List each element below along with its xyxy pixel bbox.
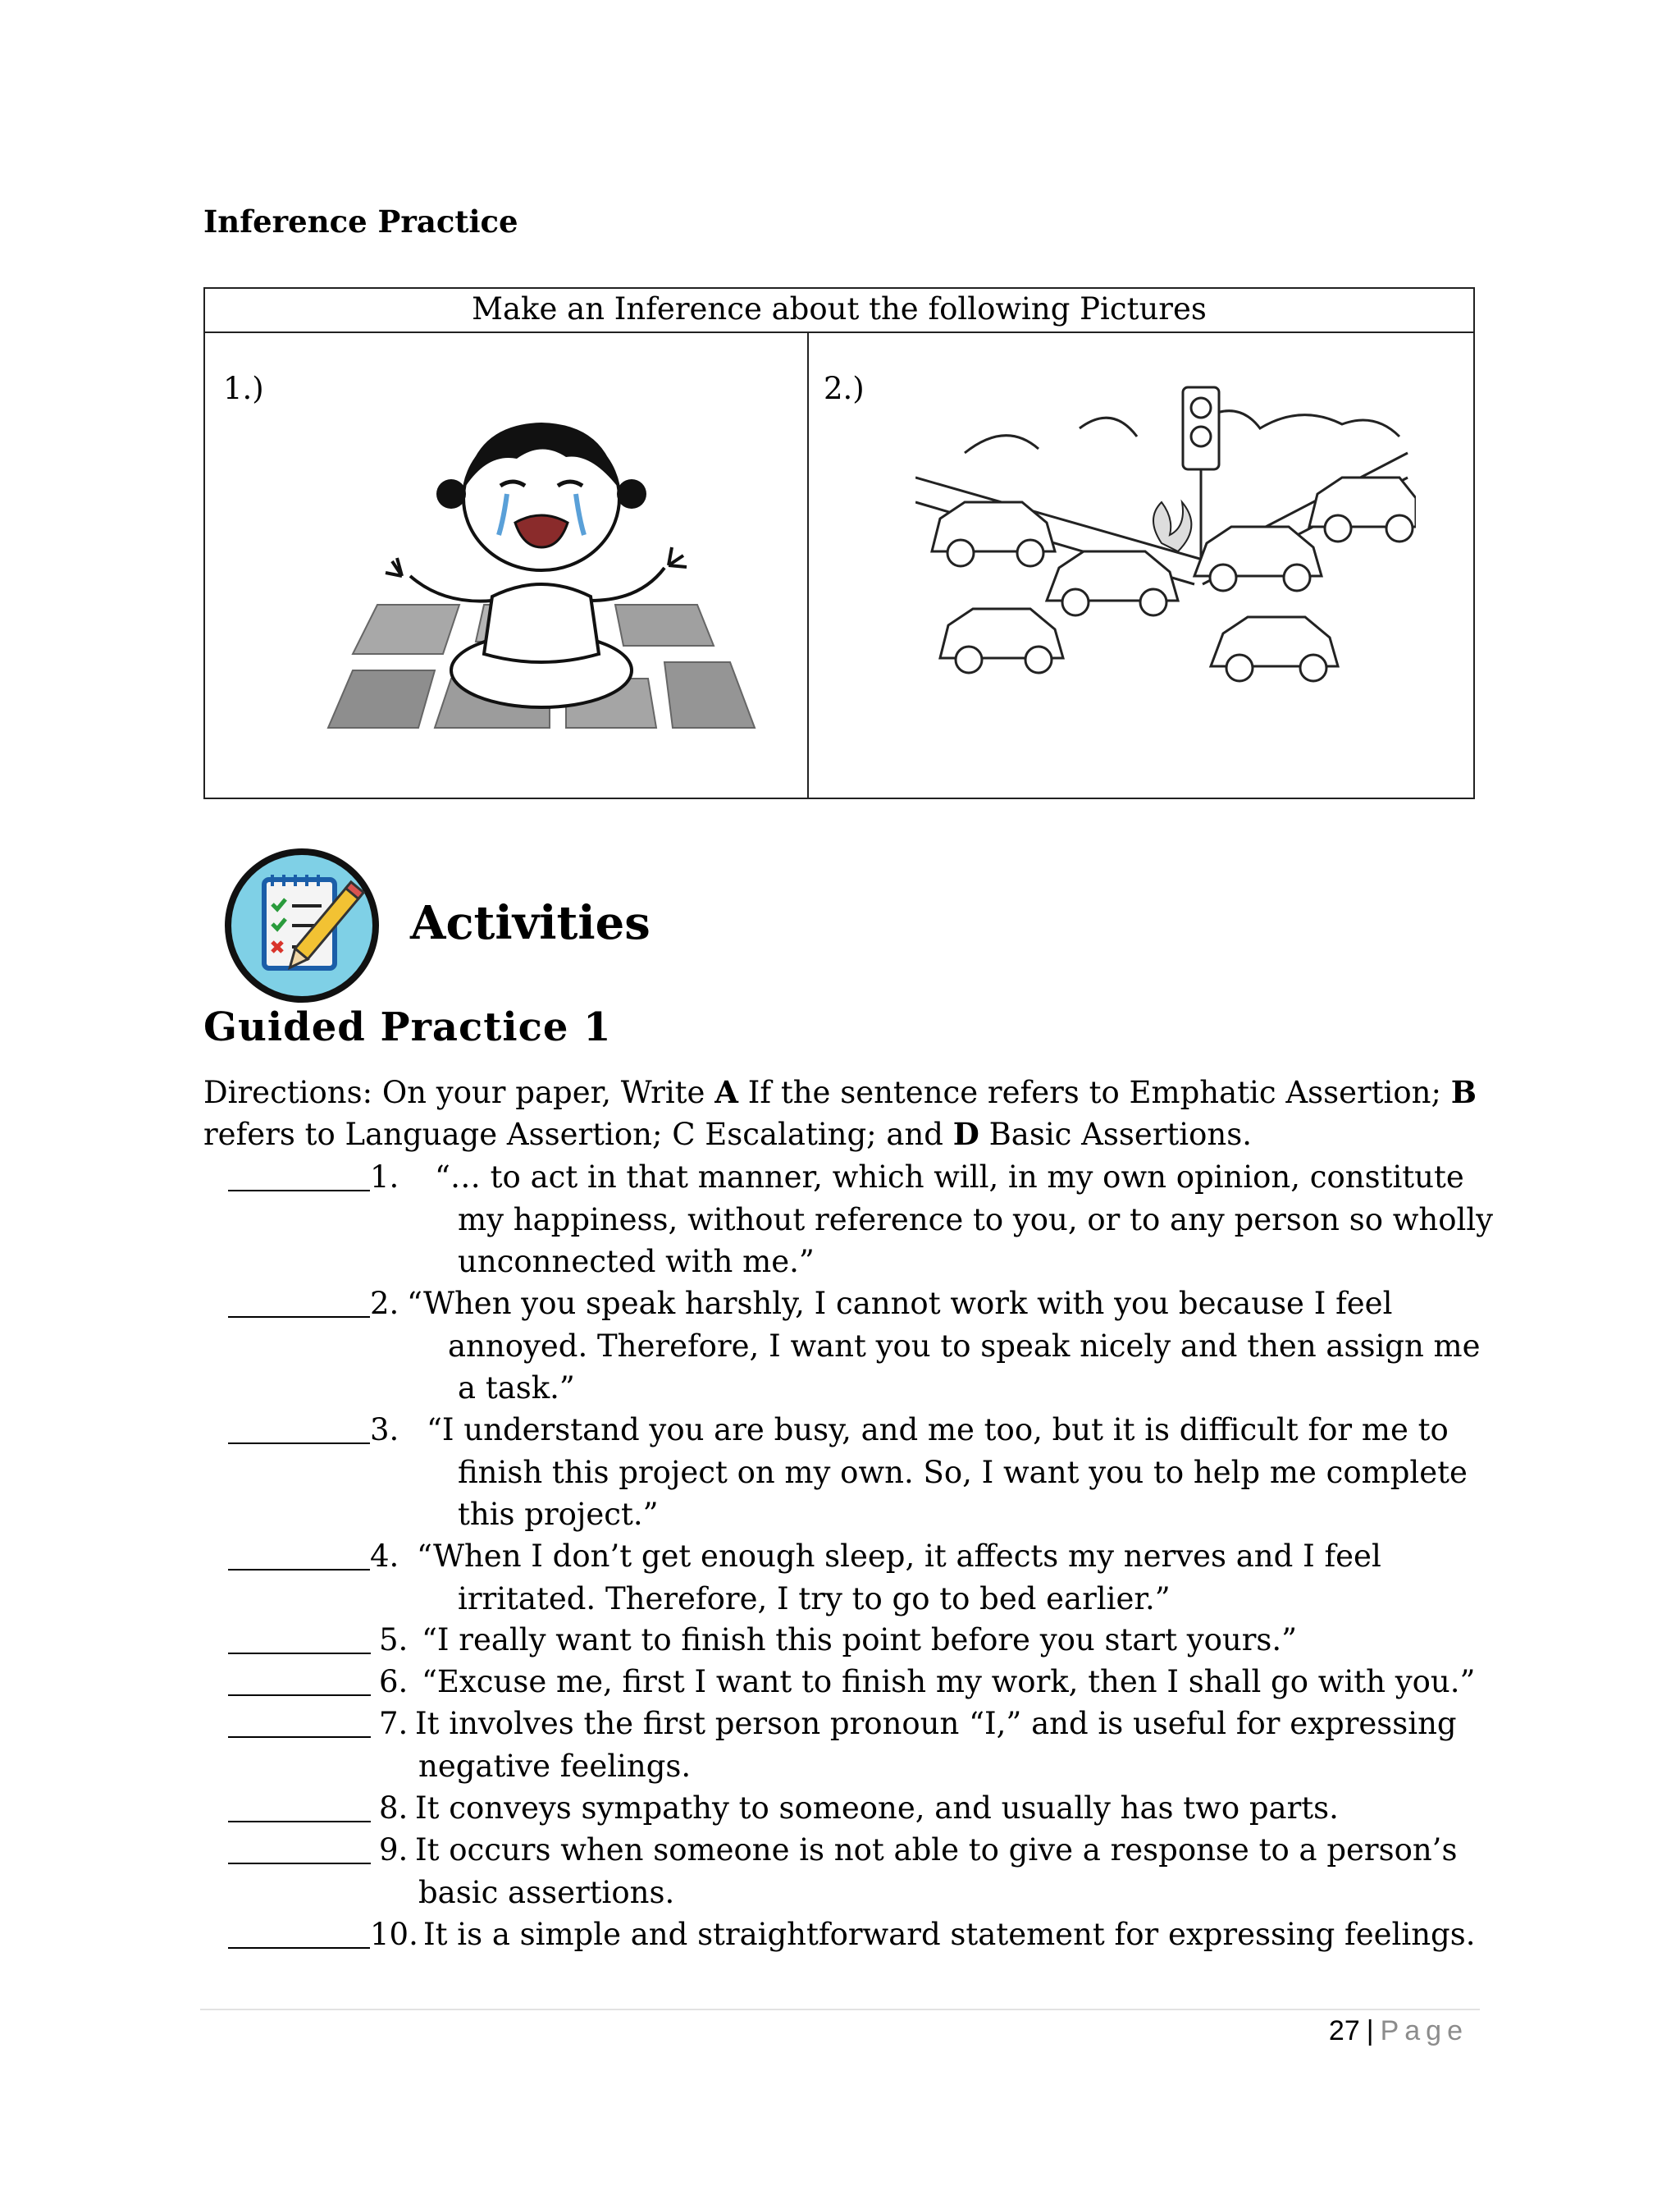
question-text-line: annoyed. Therefore, I want you to speak nicely and then assign me bbox=[448, 1328, 1481, 1364]
question-text-line: “… to act in that manner, which will, in my own opinion, constitute bbox=[435, 1159, 1464, 1195]
directions-text: If the sentence refers to Emphatic Assertion; bbox=[737, 1075, 1451, 1110]
footer-rule bbox=[200, 2009, 1480, 2010]
question-number: 2. bbox=[370, 1286, 399, 1321]
page-footer bbox=[1329, 2015, 1468, 2047]
question-text-line: a task.” bbox=[458, 1370, 575, 1406]
question-text-line: “I really want to finish this point before you start yours.” bbox=[422, 1622, 1298, 1657]
picture-1-number: 1.) bbox=[223, 371, 264, 406]
question-number: 1. bbox=[370, 1159, 399, 1195]
question-item bbox=[228, 1156, 1494, 1283]
directions-option-b: B bbox=[1450, 1074, 1477, 1110]
directions-text: Basic Assertions. bbox=[979, 1117, 1252, 1152]
question-number: 10. bbox=[370, 1917, 418, 1952]
answer-blank[interactable] bbox=[228, 1442, 370, 1444]
question-text-line: “Excuse me, first I want to finish my work, then I shall go with you.” bbox=[422, 1664, 1476, 1699]
question-text-line: It conveys sympathy to someone, and usually has two parts. bbox=[415, 1790, 1339, 1826]
question-item bbox=[228, 1535, 1483, 1620]
question-item bbox=[228, 1282, 1483, 1410]
question-number: 9. bbox=[379, 1832, 409, 1868]
question-text-line: It is a simple and straightforward statement for expressing feelings. bbox=[423, 1917, 1476, 1952]
question-text-line: this project.” bbox=[458, 1497, 659, 1532]
directions bbox=[203, 1072, 1477, 1155]
table-divider bbox=[807, 333, 809, 798]
question-number: 8. bbox=[379, 1790, 409, 1826]
answer-blank[interactable] bbox=[228, 1736, 371, 1738]
question-text-line: It occurs when someone is not able to give a response to a person’s bbox=[415, 1832, 1458, 1868]
table-header: Make an Inference about the following Pictures bbox=[205, 289, 1473, 333]
answer-blank[interactable] bbox=[228, 1947, 370, 1949]
page-label: Page bbox=[1380, 2015, 1468, 2046]
inference-table bbox=[203, 287, 1475, 799]
clipboard-checklist-icon bbox=[221, 845, 382, 1006]
activities-title: Activities bbox=[410, 896, 651, 950]
question-number: 3. bbox=[370, 1412, 399, 1447]
question-item bbox=[228, 1619, 1483, 1662]
directions-text: refers to Language Assertion; C Escalating; and bbox=[203, 1117, 953, 1152]
crash-smoke bbox=[1153, 502, 1191, 551]
question-text-line: “I understand you are busy, and me too, but it is difficult for me to bbox=[427, 1412, 1449, 1447]
question-number: 7. bbox=[379, 1706, 409, 1741]
question-item bbox=[228, 1409, 1483, 1536]
directions-text: Directions: On your paper, Write bbox=[203, 1075, 715, 1110]
question-item bbox=[228, 1661, 1483, 1703]
answer-blank[interactable] bbox=[228, 1316, 370, 1318]
question-text-line: basic assertions. bbox=[418, 1874, 675, 1910]
question-text-line: “When you speak harshly, I cannot work with you because I feel bbox=[407, 1286, 1393, 1321]
directions-option-a: A bbox=[714, 1074, 738, 1110]
question-text-line: finish this project on my own. So, I want you to help me complete bbox=[458, 1454, 1468, 1490]
picture-2-number: 2.) bbox=[824, 371, 865, 406]
directions-option-d: D bbox=[952, 1116, 979, 1152]
section-title: Inference Practice bbox=[203, 203, 518, 240]
answer-blank[interactable] bbox=[228, 1190, 370, 1191]
question-text-line: unconnected with me.” bbox=[458, 1244, 815, 1279]
question-text-line: negative feelings. bbox=[418, 1748, 692, 1784]
crying-child-picture bbox=[320, 408, 779, 744]
child-head bbox=[436, 423, 646, 570]
question-number: 6. bbox=[379, 1664, 409, 1699]
guided-practice-title: Guided Practice 1 bbox=[203, 1004, 612, 1050]
question-text-line: “When I don’t get enough sleep, it affects my nerves and I feel bbox=[417, 1538, 1381, 1574]
answer-blank[interactable] bbox=[228, 1653, 371, 1654]
page-number: 27 bbox=[1328, 2015, 1360, 2046]
question-number: 5. bbox=[379, 1622, 409, 1657]
question-item bbox=[228, 1913, 1483, 1956]
answer-blank[interactable] bbox=[228, 1863, 371, 1864]
question-number: 4. bbox=[370, 1538, 399, 1574]
answer-blank[interactable] bbox=[228, 1821, 371, 1822]
car-crash-picture bbox=[915, 379, 1416, 716]
footer-separator: | bbox=[1366, 2015, 1374, 2046]
question-text-line: my happiness, without reference to you, or to any person so wholly bbox=[458, 1201, 1494, 1237]
answer-blank[interactable] bbox=[228, 1569, 370, 1570]
question-item bbox=[228, 1703, 1483, 1787]
question-item bbox=[228, 1787, 1483, 1830]
question-item bbox=[228, 1829, 1483, 1913]
question-text-line: It involves the first person pronoun “I,” and is useful for expressing bbox=[415, 1706, 1457, 1741]
question-text-line: irritated. Therefore, I try to go to bed earlier.” bbox=[458, 1580, 1171, 1616]
answer-blank[interactable] bbox=[228, 1694, 371, 1696]
